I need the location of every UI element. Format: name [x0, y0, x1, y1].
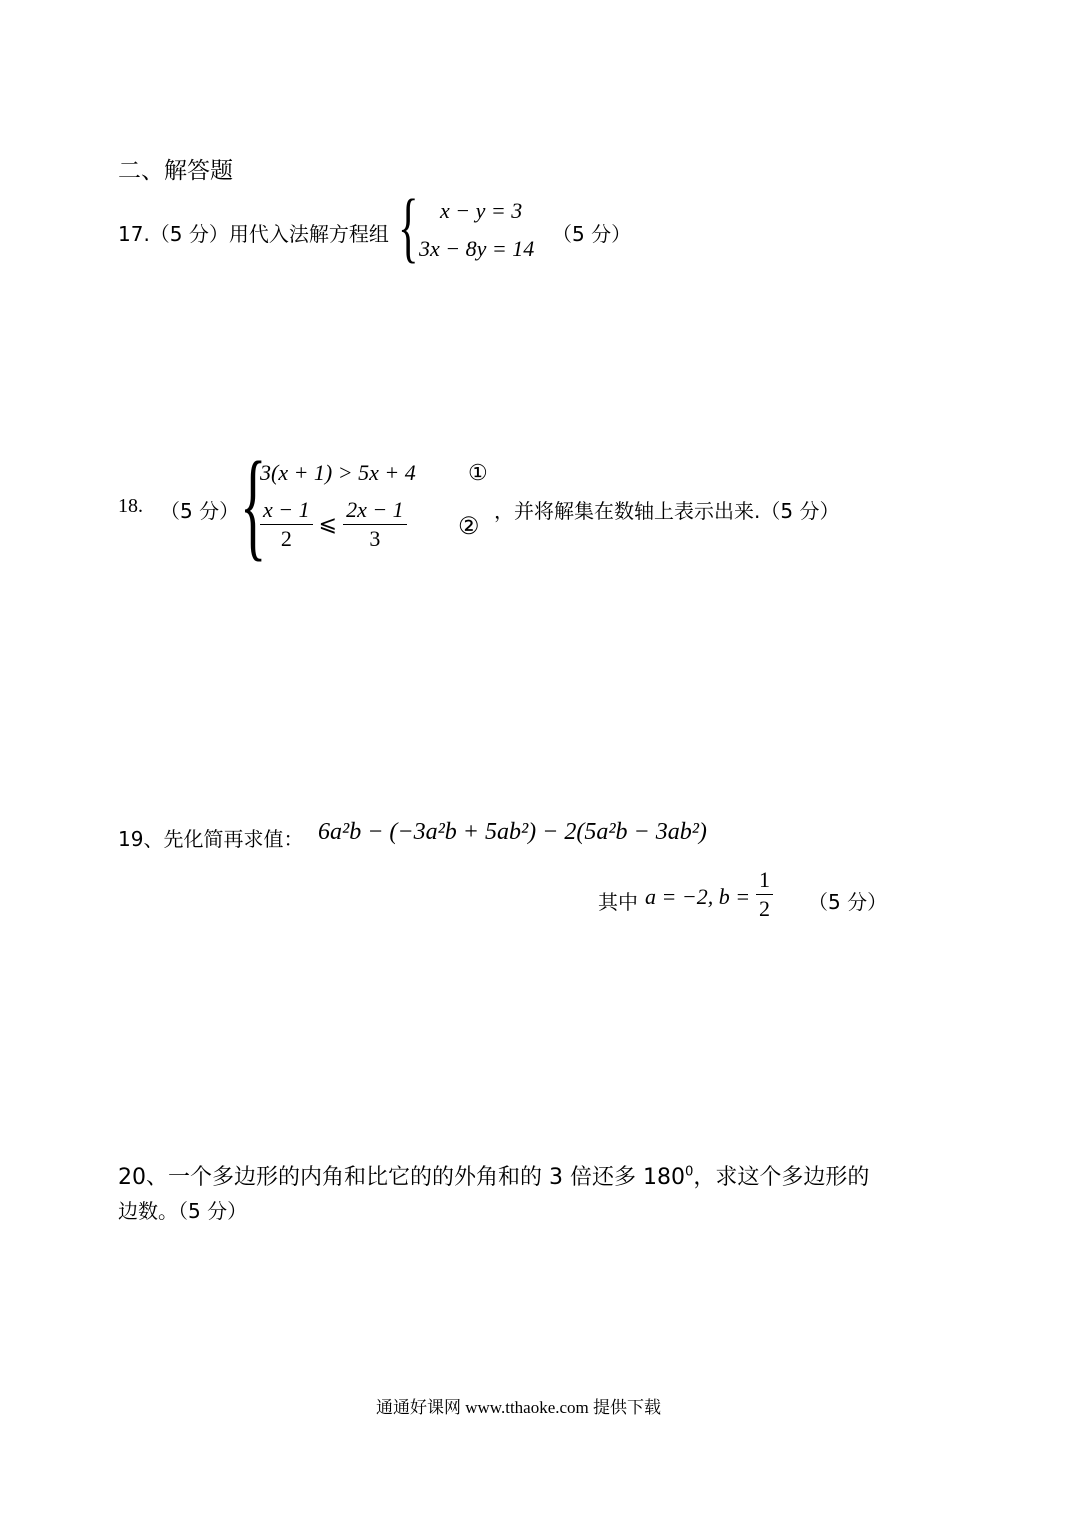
q17-equation-2: 3x − 8y = 14 — [419, 236, 535, 261]
q17-score: （5 分） — [552, 222, 632, 246]
q19-score: （5 分） — [808, 890, 888, 914]
q18-rhs-denominator: 3 — [369, 526, 381, 552]
q18-rhs-numerator: 2x − 1 — [343, 498, 407, 525]
q19-fraction-denominator: 2 — [759, 896, 770, 922]
q20-line-1-text: 20、一个多边形的内角和比它的的外角和的 3 倍还多 180 — [118, 1165, 685, 1190]
q18-suffix: ，并将解集在数轴上表示出来.（5 分） — [494, 499, 840, 523]
q17-equation-1: x − y = 3 — [440, 198, 523, 223]
section-title: 二、解答题 — [118, 158, 233, 184]
page-footer: 通通好课网 www.tthaoke.com 提供下载 — [376, 1398, 662, 1417]
q18-rhs-fraction — [343, 498, 407, 551]
q19-fraction — [756, 868, 773, 921]
q18-inequality-1: 3(x + 1) > 5x + 4 — [260, 460, 416, 485]
q18-inequality-2 — [260, 498, 407, 551]
q18-lhs-numerator: x − 1 — [260, 498, 313, 525]
q20-line-2: 边数。（5 分） — [118, 1199, 248, 1223]
q17-brace: { — [398, 183, 419, 270]
q18-mark-1: ① — [468, 460, 488, 485]
q18-lhs-fraction — [260, 498, 313, 551]
q20-line-1-end: ，求这个多边形的 — [693, 1165, 870, 1190]
q19-condition-prefix: 其中 — [598, 890, 638, 914]
q18-mark-2: ② — [458, 514, 480, 540]
q19-expression: 6a²b − (−3a²b + 5ab²) − 2(5a²b − 3ab²) — [318, 819, 707, 845]
q19-prefix: 19、先化简再求值： — [118, 827, 304, 851]
q17-prefix: 17.（5 分）用代入法解方程组 — [118, 222, 389, 246]
q18-score-left: （5 分） — [160, 499, 240, 523]
q18-lhs-denominator: 2 — [280, 526, 292, 552]
q20-line-1 — [118, 1160, 869, 1191]
q18-operator: ⩽ — [318, 512, 338, 538]
q18-number: 18. — [118, 495, 143, 517]
q20-degree-superscript: 0 — [684, 1164, 694, 1180]
q18-brace: { — [240, 437, 267, 572]
q19-fraction-numerator: 1 — [756, 868, 773, 895]
q19-condition: a = −2, b = — [645, 884, 751, 909]
